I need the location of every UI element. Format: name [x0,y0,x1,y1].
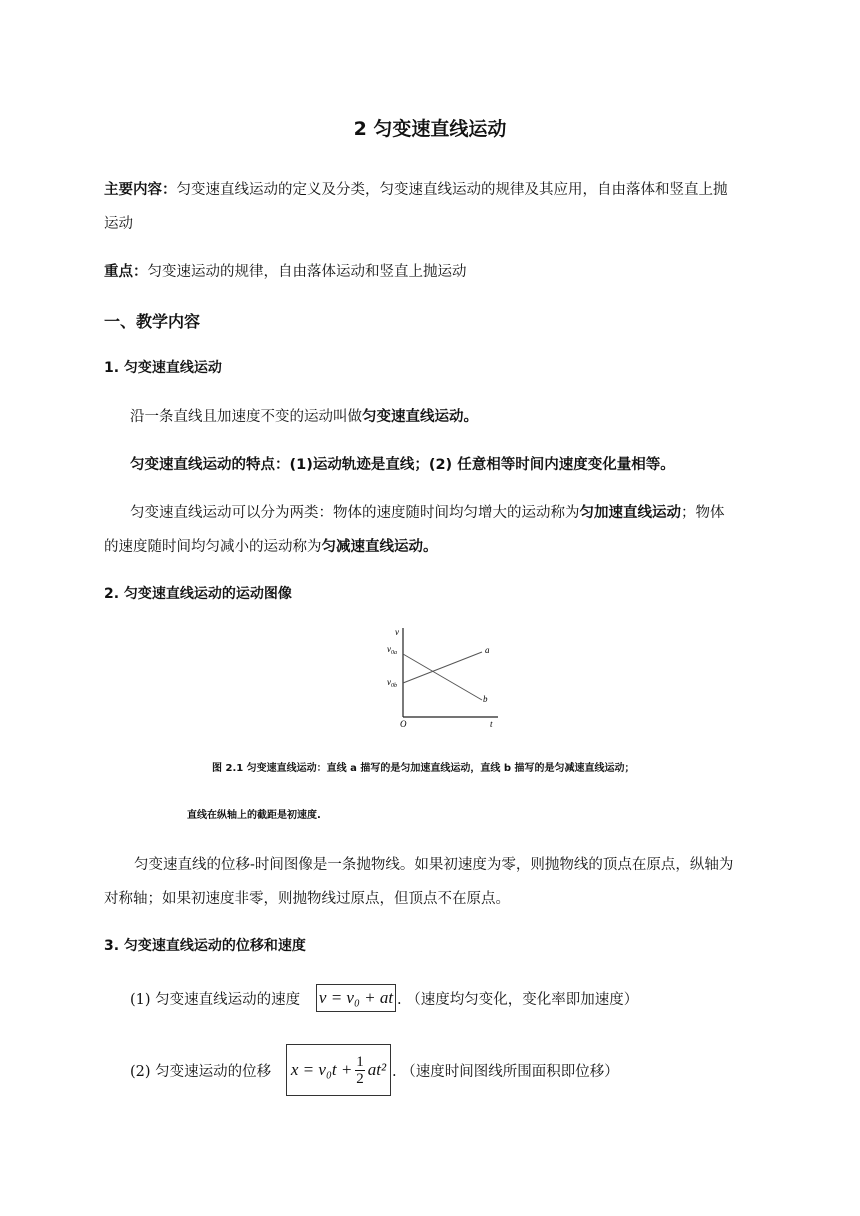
displacement-formula-note: . （速度时间图线所围面积即位移） [392,1064,619,1080]
v0a-subscript: 0a [391,650,397,656]
vt-graph-figure [370,620,510,730]
displacement-formula-a: x = v₀t + [290,1060,353,1079]
displacement-formula-b: at² [367,1060,387,1079]
classification-mid: ；物体 [681,505,725,521]
parabola-para-line2: 对称轴；如果初速度非零，则抛物线过原点，但顶点不在原点。 [104,891,510,907]
subsection-heading-3: 3. 匀变速直线运动的位移和速度 [104,938,306,954]
v0a-symbol: v [387,644,391,654]
key-points-label: 重点： [104,264,148,280]
displacement-formula-box [286,1044,391,1096]
definition-text [130,405,478,426]
key-points-text: 匀变速运动的规律，自由落体运动和竖直上抛运动 [147,264,467,280]
classification-pre: 匀变速直线运动可以分为两类：物体的速度随时间均匀增大的运动称为 [130,505,580,521]
classification-bold2: 匀减速直线运动。 [321,539,438,555]
fraction-denominator: 2 [356,1070,364,1087]
classification-line1 [130,501,725,522]
fraction-one-half [355,1054,365,1087]
fraction-numerator: 1 [356,1053,364,1070]
figure-caption-2: 直线在纵轴上的截距是初速度. [187,810,321,821]
section-heading: 一、教学内容 [104,312,201,331]
line-b-label: b [483,694,488,704]
v-axis-label: v [395,627,399,637]
main-content-label: 主要内容： [104,182,177,198]
main-content-line1 [104,178,728,199]
origin-label: O [400,719,407,729]
velocity-formula-note: . （速度均匀变化，变化率即加速度） [397,992,639,1008]
page-title: 2 匀变速直线运动 [353,118,507,140]
velocity-formula-box [316,984,396,1012]
line-b [403,654,482,700]
v0b-label [387,677,397,689]
t-axis-label: t [490,719,493,729]
classification-line2 [104,535,438,556]
classification-bold1: 匀加速直线运动 [579,505,681,521]
main-content-line2: 运动 [104,216,133,232]
parabola-para-line1: 匀变速直线的位移-时间图像是一条抛物线。如果初速度为零，则抛物线的顶点在原点，纵轴为 [134,857,734,873]
key-points [104,260,467,281]
line-a [403,652,482,683]
v0b-subscript: 0b [391,683,397,689]
main-content-text: 匀变速直线运动的定义及分类，匀变速直线运动的规律及其应用，自由落体和竖直上抛 [176,182,728,198]
displacement-formula-prefix: (2) 匀变速运动的位移 [130,1064,272,1080]
subsection-heading-1: 1. 匀变速直线运动 [104,360,222,376]
line-a-label: a [485,645,490,655]
features-text: 匀变速直线运动的特点：(1)运动轨迹是直线；(2) 任意相等时间内速度变化量相等。 [130,457,675,473]
figure-caption-1: 图 2.1 匀变速直线运动：直线 a 描写的是匀加速直线运动，直线 b 描写的是匀减速直线运动； [212,763,635,774]
subsection-heading-2: 2. 匀变速直线运动的运动图像 [104,586,292,602]
definition-bold: 匀变速直线运动。 [362,409,478,425]
velocity-formula: v = v₀ + at [318,988,394,1007]
definition-pre: 沿一条直线且加速度不变的运动叫做 [130,409,362,425]
v0b-symbol: v [387,677,391,687]
classification-line2-pre: 的速度随时间均匀减小的运动称为 [104,539,322,555]
v0a-label [387,644,397,656]
velocity-formula-prefix: (1) 匀变速直线运动的速度 [130,992,301,1008]
